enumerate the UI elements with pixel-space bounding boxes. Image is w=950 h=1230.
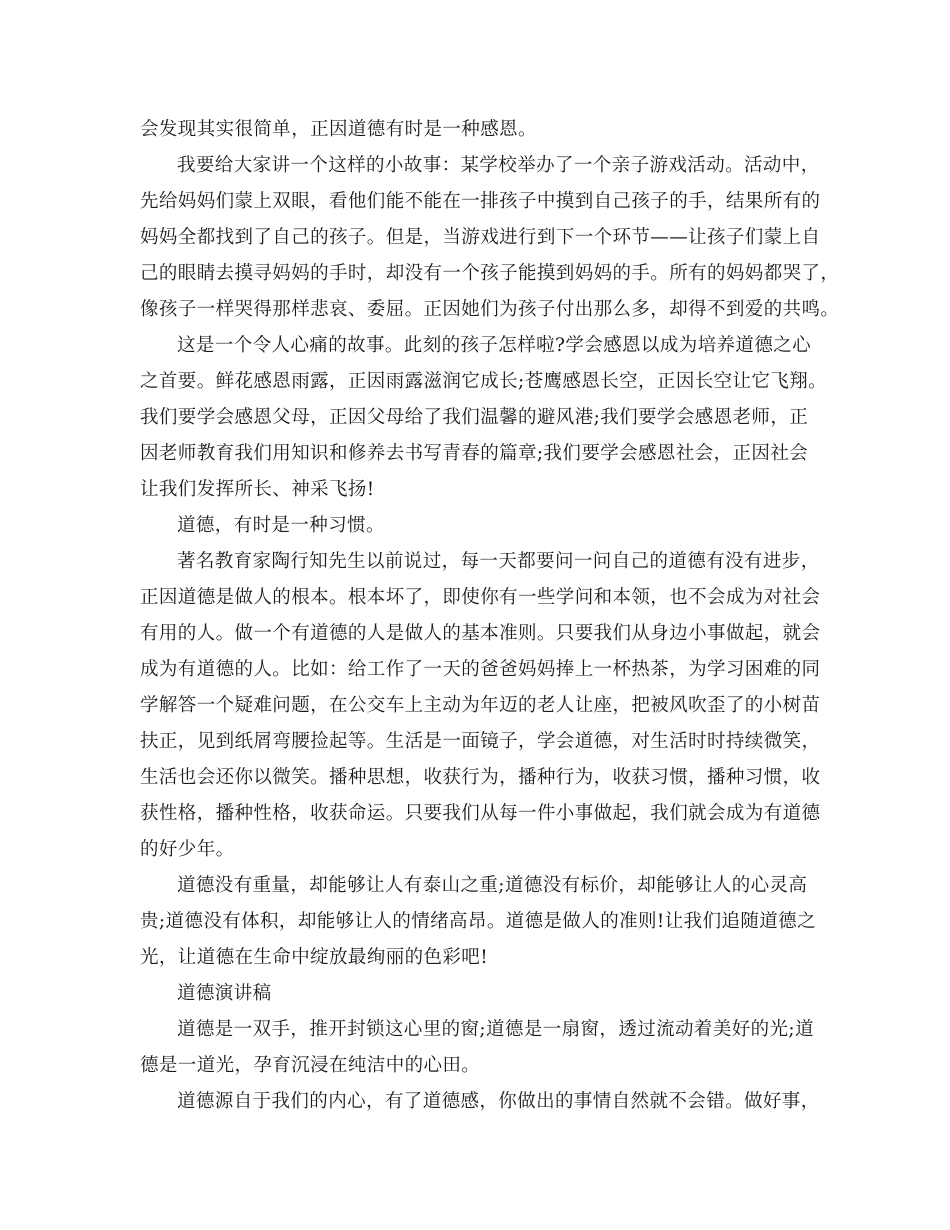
paragraph-line: 德是一道光，孕育沉浸在纯洁中的心田。 (140, 1055, 481, 1076)
paragraph-first-line: 道德，有时是一种习惯。 (177, 515, 385, 536)
paragraph-line: 的好少年。 (140, 839, 235, 860)
paragraph-line: 我们要学会感恩父母，正因父母给了我们温馨的避风港;我们要学会感恩老师，正 (140, 407, 809, 428)
paragraph-line: 之首要。鲜花感恩雨露，正因雨露滋润它成长;苍鹰感恩长空，正因长空让它飞翔。 (140, 371, 828, 392)
paragraph-first-line: 道德演讲稿 (177, 983, 272, 1004)
paragraph-line: 会发现其实很简单，正因道德有时是一种感恩。 (140, 119, 537, 140)
paragraph-line: 学解答一个疑难问题，在公交车上主动为年迈的老人让座，把被风吹歪了的小树苗 (140, 695, 821, 716)
paragraph-line: 光，让道德在生命中绽放最绚丽的色彩吧! (140, 947, 489, 968)
paragraph-line: 贵;道德没有体积，却能够让人的情绪高昂。道德是做人的准则!让我们追随道德之 (140, 911, 816, 932)
paragraph-first-line: 著名教育家陶行知先生以前说过，每一天都要问一问自己的道德有没有进步， (177, 551, 820, 572)
document-body (140, 112, 840, 1120)
paragraph-first-line: 道德没有重量，却能够让人有泰山之重;道德没有标价，却能够让人的心灵高 (177, 875, 808, 896)
paragraph-line: 己的眼睛去摸寻妈妈的手时，却没有一个孩子能摸到妈妈的手。所有的妈妈都哭了， (140, 263, 840, 284)
paragraph-first-line: 道德是一双手，推开封锁这心里的窗;道德是一扇窗，透过流动着美好的光;道 (177, 1019, 814, 1040)
paragraph-line: 扶正，见到纸屑弯腰捡起等。生活是一面镜子，学会道德，对生活时时持续微笑， (140, 731, 821, 752)
paragraph-line: 正因道德是做人的根本。根本坏了，即使你有一些学问和本领，也不会成为对社会 (140, 587, 821, 608)
paragraph-line: 成为有道德的人。比如：给工作了一天的爸爸妈妈捧上一杯热茶，为学习困难的同 (140, 659, 821, 680)
paragraph-line: 妈妈全都找到了自己的孩子。但是，当游戏进行到下一个环节——让孩子们蒙上自 (140, 227, 821, 248)
paragraph-first-line: 我要给大家讲一个这样的小故事：某学校举办了一个亲子游戏活动。活动中， (177, 155, 820, 176)
paragraph-line: 获性格，播种性格，收获命运。只要我们从每一件小事做起，我们就会成为有道德 (140, 803, 821, 824)
paragraph-first-line: 道德源自于我们的内心，有了道德感，你做出的事情自然就不会错。做好事， (177, 1091, 820, 1112)
paragraph-line: 有用的人。做一个有道德的人是做人的基本准则。只要我们从身边小事做起，就会 (140, 623, 821, 644)
paragraph-line: 像孩子一样哭得那样悲哀、委屈。正因她们为孩子付出那么多，却得不到爱的共鸣。 (140, 299, 840, 320)
paragraph-line: 先给妈妈们蒙上双眼，看他们能不能在一排孩子中摸到自己孩子的手，结果所有的 (140, 191, 821, 212)
paragraph-first-line: 这是一个令人心痛的故事。此刻的孩子怎样啦?学会感恩以成为培养道德之心 (177, 335, 812, 356)
paragraph-line: 因老师教育我们用知识和修养去书写青春的篇章;我们要学会感恩社会，正因社会 (140, 443, 809, 464)
paragraph-line: 生活也会还你以微笑。播种思想，收获行为，播种行为，收获习惯，播种习惯，收 (140, 767, 821, 788)
paragraph-line: 让我们发挥所长、神采飞扬! (140, 479, 375, 500)
